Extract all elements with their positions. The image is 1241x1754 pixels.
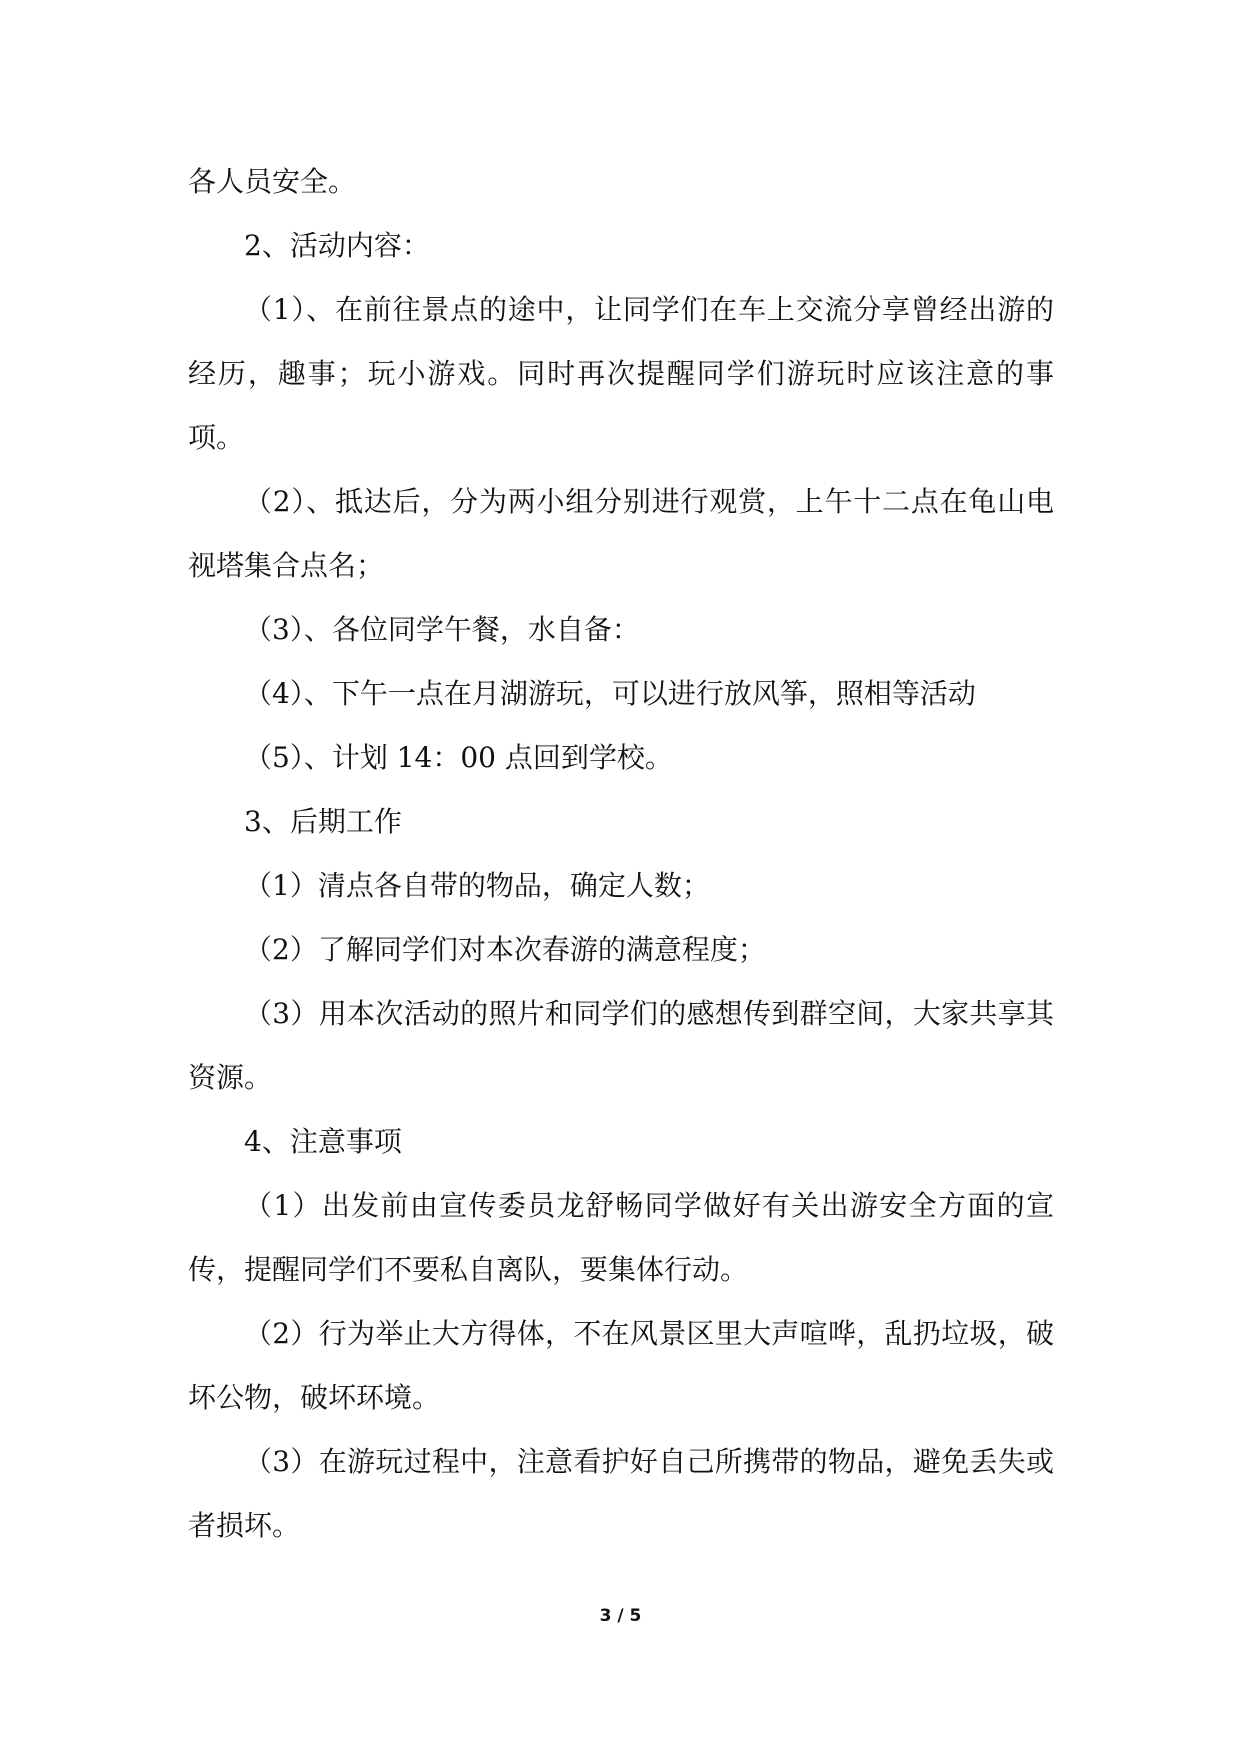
paragraph-notes-3: （3）在游玩过程中，注意看护好自己所携带的物品，避免丢失或者损坏。 [188,1445,1054,1542]
paragraph-follow-up-3: （3）用本次活动的照片和同学们的感想传到群空间，大家共享其资源。 [188,997,1054,1094]
page-number: 3 / 5 [599,1606,642,1626]
paragraph-activity-5: （5）、计划 14：00 点回到学校。 [244,741,673,774]
paragraph-follow-up-1: （1）清点各自带的物品，确定人数； [244,869,710,902]
paragraph-follow-up-2: （2）了解同学们对本次春游的满意程度； [244,933,766,966]
paragraph-safety-end: 各人员安全。 [188,165,357,198]
paragraph-activity-3: （3）、各位同学午餐，水自备： [244,613,640,646]
heading-notes: 4、注意事项 [244,1125,402,1158]
paragraph-notes-2: （2）行为举止大方得体，不在风景区里大声喧哗，乱扔垃圾，破坏公物，破坏环境。 [188,1317,1054,1414]
paragraph-activity-4: （4）、下午一点在月湖游玩，可以进行放风筝，照相等活动 [244,677,976,710]
heading-follow-up-work: 3、后期工作 [244,805,402,838]
paragraph-notes-1: （1）出发前由宣传委员龙舒畅同学做好有关出游安全方面的宣传，提醒同学们不要私自离队，要集体行动。 [188,1189,1054,1286]
document-body [188,150,1054,1558]
paragraph-activity-1: （1）、在前往景点的途中，让同学们在车上交流分享曾经出游的经历，趣事；玩小游戏。同时再次提醒同学们游玩时应该注意的事项。 [188,293,1054,454]
paragraph-activity-2: （2）、抵达后，分为两小组分别进行观赏，上午十二点在龟山电视塔集合点名； [188,485,1054,582]
heading-activity-content: 2、活动内容： [244,229,430,262]
